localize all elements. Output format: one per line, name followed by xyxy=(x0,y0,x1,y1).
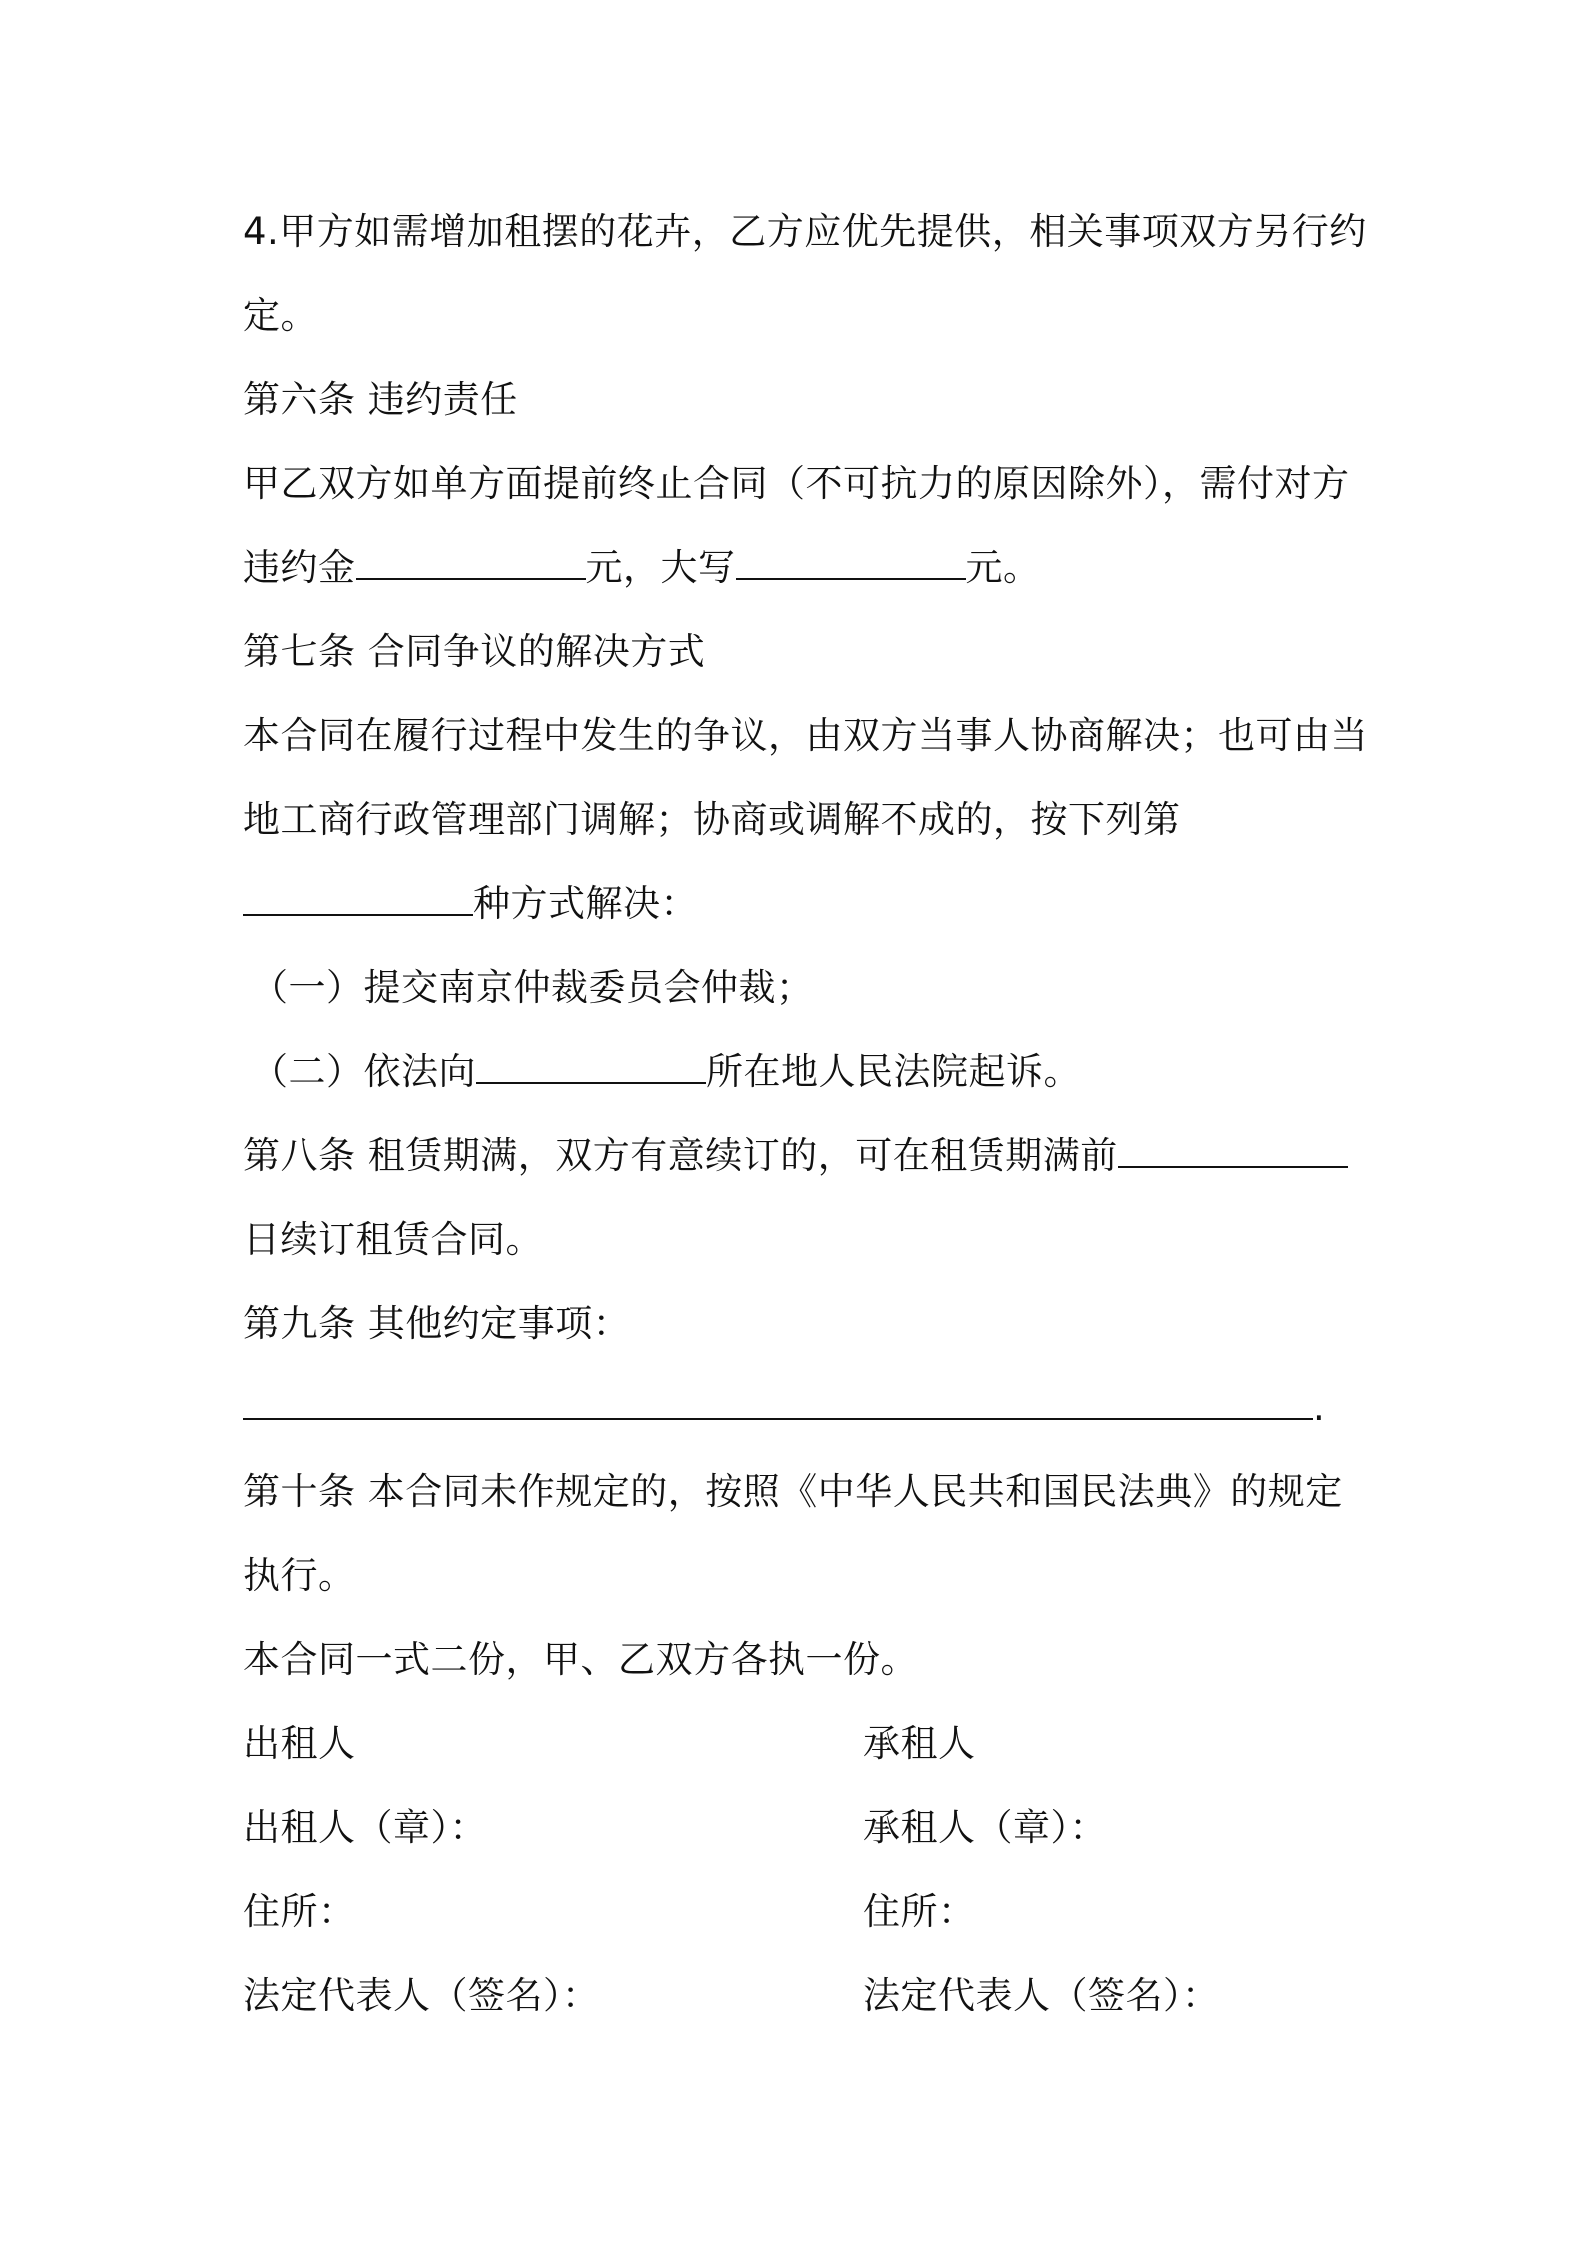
article10-line2: 执行。 xyxy=(243,1554,356,1597)
article7-line1: 本合同在履行过程中发生的争议，由双方当事人协商解决；也可由当 xyxy=(243,714,1368,757)
contract-page xyxy=(243,190,1368,2038)
court-prefix: （二）依法向 xyxy=(251,1050,476,1093)
article8-line1 xyxy=(243,1114,1353,1198)
lessee-label: 承租人 xyxy=(863,1722,976,1765)
article6-title: 第六条 违约责任 xyxy=(243,378,518,421)
article10-line1: 第十条 本合同未作规定的，按照《中华人民共和国民法典》的规定 xyxy=(243,1470,1343,1513)
signature-address-row xyxy=(243,1870,1353,1954)
article7-option1: （一）提交南京仲裁委员会仲裁； xyxy=(251,966,814,1009)
article6-line1: 甲乙双方如单方面提前终止合同（不可抗力的原因除外），需付对方 xyxy=(243,462,1350,505)
lessor-label: 出租人 xyxy=(243,1722,356,1765)
copies-clause: 本合同一式二份，甲、乙双方各执一份。 xyxy=(243,1638,918,1681)
penalty-label: 违约金 xyxy=(243,546,356,589)
article6-line2 xyxy=(243,526,1353,610)
article7-line2: 地工商行政管理部门调解；协商或调解不成的，按下列第 xyxy=(243,798,1181,841)
penalty-uppercase-blank[interactable] xyxy=(736,550,966,580)
renewal-days-blank[interactable] xyxy=(1118,1138,1348,1168)
article8-line2: 日续订租赁合同。 xyxy=(243,1218,543,1261)
lessor-seal-field: 出租人（章）： xyxy=(243,1806,487,1849)
article7-title: 第七条 合同争议的解决方式 xyxy=(243,630,706,673)
renewal-text: 第八条 租赁期满，双方有意续订的，可在租赁期满前 xyxy=(243,1134,1118,1177)
other-terms-blank[interactable] xyxy=(243,1390,1313,1420)
article9-title: 第九条 其他约定事项： xyxy=(243,1302,631,1345)
court-suffix: 所在地人民法院起诉。 xyxy=(706,1050,1081,1093)
other-terms-period: . xyxy=(1313,1386,1326,1429)
lessee-rep-field: 法定代表人（签名）： xyxy=(863,1974,1220,2017)
penalty-amount-blank[interactable] xyxy=(356,550,586,580)
signature-parties-row xyxy=(243,1702,1353,1786)
penalty-unit: 元。 xyxy=(965,546,1041,589)
penalty-uppercase-label: 元，大写 xyxy=(585,546,736,589)
lessor-address-field: 住所： xyxy=(243,1890,356,1933)
article9-blank-line xyxy=(243,1366,1353,1450)
signature-rep-row xyxy=(243,1954,1353,2038)
lessee-address-field: 住所： xyxy=(863,1890,976,1933)
lessee-seal-field: 承租人（章）： xyxy=(863,1806,1107,1849)
item4-line2: 定。 xyxy=(243,294,318,337)
lessor-rep-field: 法定代表人（签名）： xyxy=(243,1974,600,2017)
item4-line1: 4.甲方如需增加租摆的花卉，乙方应优先提供，相关事项双方另行约 xyxy=(243,210,1367,253)
article7-line3 xyxy=(243,862,1353,946)
dispute-method-blank[interactable] xyxy=(243,886,473,916)
article7-option2 xyxy=(243,1030,1353,1114)
court-location-blank[interactable] xyxy=(476,1054,706,1084)
signature-seal-row xyxy=(243,1786,1353,1870)
dispute-method-text: 种方式解决： xyxy=(473,882,698,925)
